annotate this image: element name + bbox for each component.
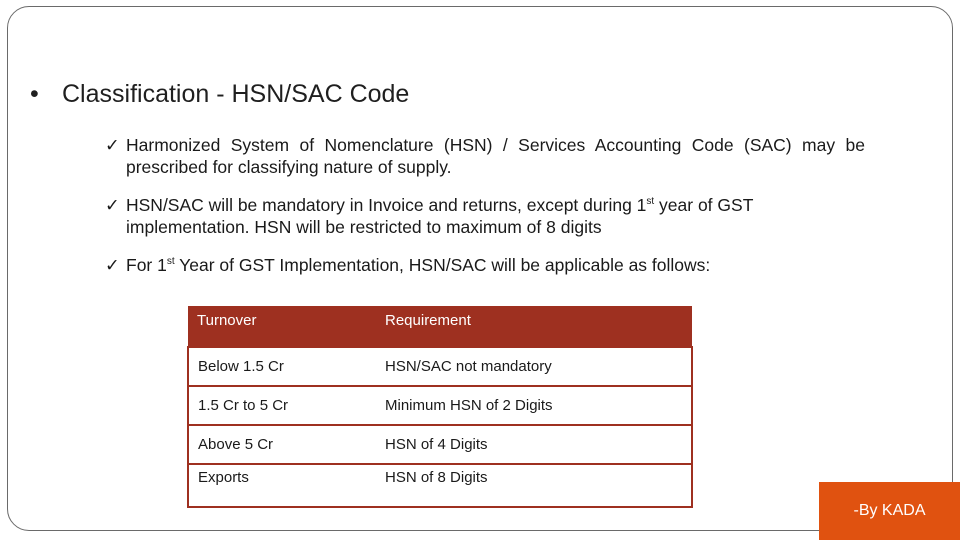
point-text — [105, 254, 865, 276]
point-hsn-sac-definition — [105, 134, 865, 178]
title-text: Classification - HSN/SAC Code — [62, 80, 410, 108]
header-turnover: Turnover — [188, 306, 376, 347]
point-superscript: st — [646, 196, 655, 208]
table-header-row — [188, 306, 692, 347]
point-text-b: year of GST implementation. HSN will be restricted to maximum of 8 digits — [126, 195, 754, 237]
cell-turnover: Below 1.5 Cr — [188, 347, 376, 386]
table-row — [188, 347, 692, 386]
cell-requirement: Minimum HSN of 2 Digits — [376, 386, 692, 425]
cell-turnover: 1.5 Cr to 5 Cr — [188, 386, 376, 425]
table-row — [188, 464, 692, 507]
point-mandatory — [105, 194, 865, 238]
cell-turnover: Exports — [188, 464, 376, 507]
requirements-table — [187, 306, 693, 508]
checkmark-icon: ✓ — [105, 135, 120, 155]
checkmark-icon: ✓ — [105, 195, 120, 215]
point-text: Harmonized System of Nomenclature (HSN) / Services Accounting Code (SAC) may be prescribed for classifying nature of supply. — [126, 135, 865, 177]
point-first-year — [105, 254, 865, 276]
cell-turnover: Above 5 Cr — [188, 425, 376, 464]
point-superscript: st — [166, 256, 175, 268]
point-text — [105, 194, 865, 238]
point-text-b: Year of GST Implementation, HSN/SAC will be applicable as follows: — [174, 255, 711, 275]
title-bullet: • — [30, 80, 39, 108]
point-text-a: For 1 — [126, 255, 167, 275]
point-text-a: HSN/SAC will be mandatory in Invoice and returns, except during 1 — [126, 195, 647, 215]
checkmark-icon: ✓ — [105, 255, 120, 275]
cell-requirement: HSN/SAC not mandatory — [376, 347, 692, 386]
slide-title — [30, 80, 409, 109]
header-requirement: Requirement — [376, 306, 692, 347]
table-row — [188, 425, 692, 464]
cell-requirement: HSN of 4 Digits — [376, 425, 692, 464]
table-row — [188, 386, 692, 425]
cell-requirement: HSN of 8 Digits — [376, 464, 692, 507]
author-byline: -By KADA — [819, 482, 960, 540]
